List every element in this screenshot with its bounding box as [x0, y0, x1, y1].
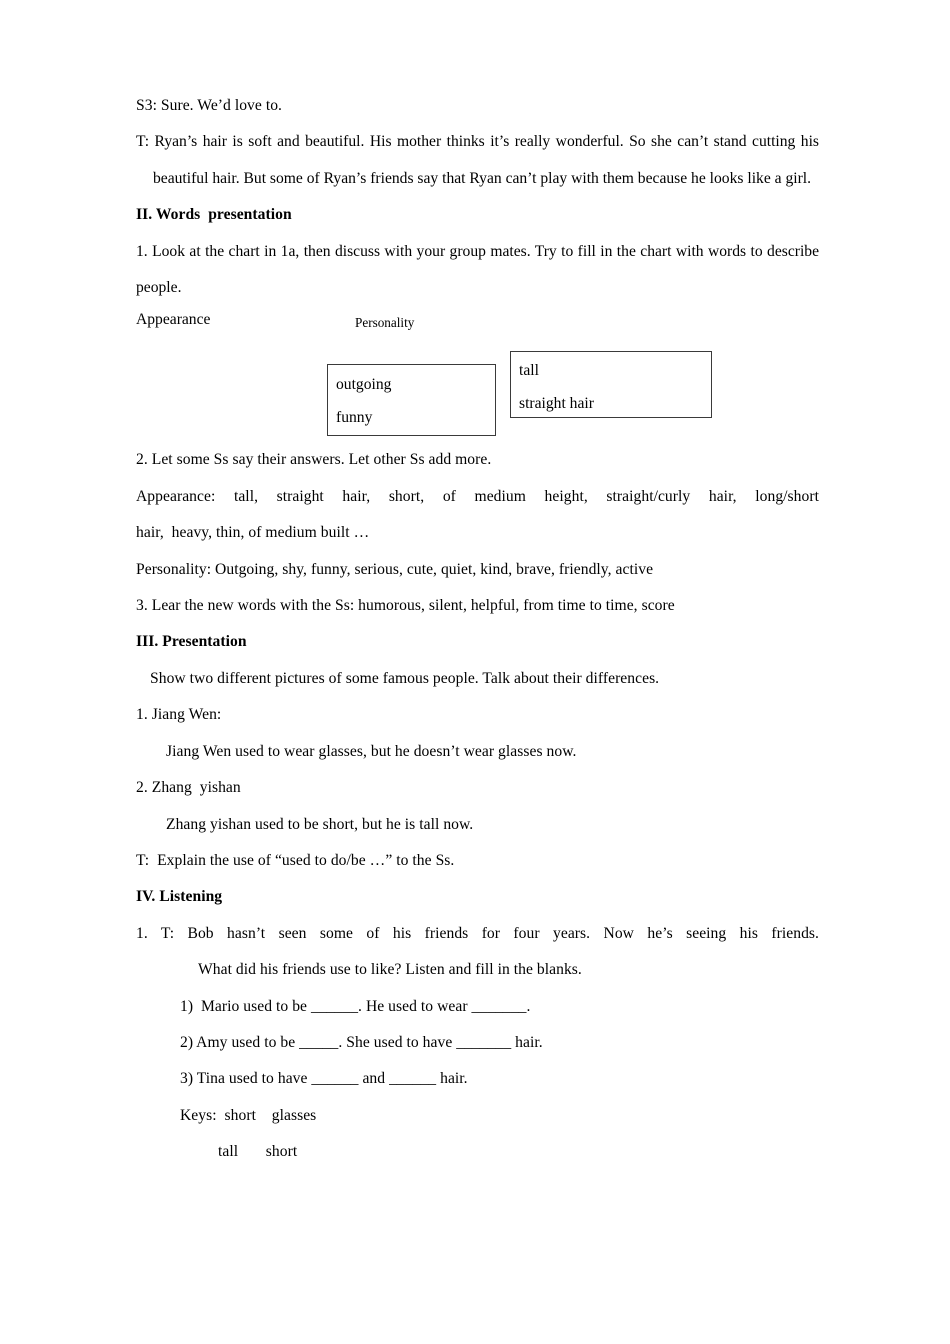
document-body: [136, 88, 819, 1171]
chart-box-appearance[interactable]: [510, 351, 712, 418]
chart-box-personality[interactable]: [327, 364, 496, 436]
chart-box-appearance-word-1: tall: [519, 362, 539, 380]
listening-item-1-line-1: 1. T: Bob hasn’t seen some of his friends for four years. Now he’s seeing his friends.: [136, 924, 819, 942]
chart-label-appearance: Appearance: [136, 311, 211, 329]
heading-words-presentation: II. Words presentation: [136, 206, 292, 224]
listening-keys-line-1: Keys: short glasses: [180, 1106, 317, 1124]
word-chart: [136, 306, 819, 442]
listening-keys-line-2: tall short: [218, 1143, 298, 1161]
presentation-teacher-note: T: Explain the use of “used to do/be …” to the Ss.: [136, 851, 455, 869]
dialogue-teacher-line: T: Ryan’s hair is soft and beautiful. His mother thinks it’s really wonderful. So she can’t stand cutting his beautiful hair. But some of Ryan’s friends say that Ryan can’t play with them because he looks like a girl.: [136, 133, 819, 187]
chart-box-appearance-word-2: straight hair: [519, 395, 594, 413]
heading-presentation: III. Presentation: [136, 633, 247, 651]
presentation-item-1-text: Jiang Wen used to wear glasses, but he doesn’t wear glasses now.: [166, 742, 577, 760]
presentation-item-2-name: 2. Zhang yishan: [136, 779, 241, 797]
personality-words-line: Personality: Outgoing, shy, funny, serious, cute, quiet, kind, brave, friendly, active: [136, 560, 654, 578]
appearance-words-line-2: hair, heavy, thin, of medium built …: [136, 524, 370, 542]
listening-question-1[interactable]: 1) Mario used to be ______. He used to wear _______.: [180, 997, 531, 1015]
chart-box-personality-word-2: funny: [336, 409, 373, 427]
words-item-2: 2. Let some Ss say their answers. Let other Ss add more.: [136, 451, 492, 469]
chart-label-personality: Personality: [355, 315, 415, 331]
chart-box-personality-word-1: outgoing: [336, 376, 392, 394]
dialogue-s3-line: S3: Sure. We’d love to.: [136, 97, 283, 114]
presentation-intro: Show two different pictures of some famous people. Talk about their differences.: [150, 669, 660, 687]
listening-item-1-line-2: What did his friends use to like? Listen and fill in the blanks.: [198, 961, 582, 979]
listening-question-3[interactable]: 3) Tina used to have ______ and ______ hair.: [180, 1070, 468, 1088]
words-item-3: 3. Lear the new words with the Ss: humorous, silent, helpful, from time to time, score: [136, 597, 675, 615]
appearance-words-line-1: Appearance: tall, straight hair, short, of medium height, straight/curly hair, long/short: [136, 487, 819, 505]
presentation-item-1-name: 1. Jiang Wen:: [136, 706, 222, 724]
listening-question-2[interactable]: 2) Amy used to be _____. She used to have _______ hair.: [180, 1033, 543, 1051]
heading-listening: IV. Listening: [136, 888, 223, 906]
words-item-1: 1. Look at the chart in 1a, then discuss with your group mates. Try to fill in the chart with words to describe people.: [136, 242, 819, 297]
presentation-item-2-text: Zhang yishan used to be short, but he is tall now.: [166, 815, 474, 833]
